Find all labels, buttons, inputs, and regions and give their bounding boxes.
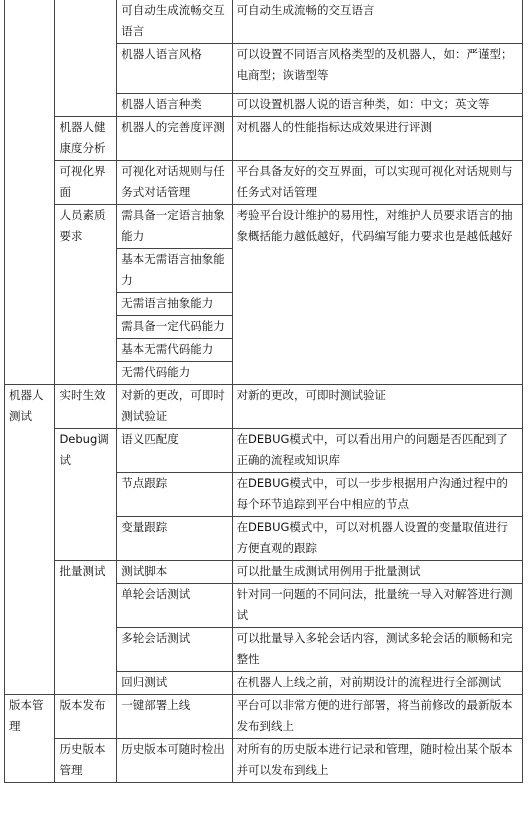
- feature-cell: 机器人语言风格: [117, 44, 232, 94]
- table-row: [5, 429, 523, 473]
- description-cell: 针对同一问题的不同问法，批量统一导入对解答进行测试: [232, 584, 522, 628]
- description-cell: 可以设置不同语言风格类型的及机器人，如：严谨型；电商型；诙谐型等: [232, 44, 522, 94]
- subcategory-cell: 可视化界面: [55, 161, 117, 205]
- description-cell: 平台具备友好的交互界面，可以实现可视化对话规则与任务式对话管理: [232, 161, 522, 205]
- feature-cell: 基本无需代码能力: [117, 339, 232, 362]
- feature-cell: 测试脚本: [117, 561, 232, 584]
- feature-cell: 多轮会话测试: [117, 628, 232, 672]
- description-cell: 在DEBUG模式中，可以一步步根据用户沟通过程中的每个环节追踪到平台中相应的节点: [232, 473, 522, 517]
- feature-cell: 机器人的完善度评测: [117, 117, 232, 161]
- subcategory-cell: 人员素质要求: [55, 205, 117, 385]
- category-cell: 版本管理: [5, 695, 55, 783]
- feature-cell: 节点跟踪: [117, 473, 232, 517]
- category-cell: [5, 0, 55, 385]
- description-cell: 可以设置机器人说的语言种类，如：中文；英文等: [232, 94, 522, 117]
- subcategory-cell: Debug调试: [55, 429, 117, 561]
- description-cell: 在DEBUG模式中，可以看出用户的问题是否匹配到了正确的流程或知识库: [232, 429, 522, 473]
- feature-cell: 需具备一定代码能力: [117, 316, 232, 339]
- table-row: [5, 117, 523, 161]
- description-cell: 在DEBUG模式中，可以对机器人设置的变量取值进行方便直观的跟踪: [232, 517, 522, 561]
- subcategory-cell: 版本发布: [55, 695, 117, 739]
- description-cell: 平台可以非常方便的进行部署，将当前修改的最新版本发布到线上: [232, 695, 522, 739]
- feature-cell: 对新的更改，可即时测试验证: [117, 385, 232, 429]
- table-row: [5, 695, 523, 739]
- description-cell: 考验平台设计维护的易用性，对维护人员要求语言的抽象概括能力越低越好，代码编写能力要求也是越低越好: [232, 205, 522, 385]
- table-row: [5, 385, 523, 429]
- description-cell: 可自动生成流畅的交互语言: [232, 0, 522, 44]
- feature-cell: 可视化对话规则与任务式对话管理: [117, 161, 232, 205]
- feature-cell: 需具备一定语言抽象能力: [117, 205, 232, 249]
- feature-cell: 语义匹配度: [117, 429, 232, 473]
- feature-cell: 基本无需语言抽象能力: [117, 249, 232, 293]
- table-row: [5, 739, 523, 783]
- table-row: [5, 561, 523, 584]
- feature-cell: 机器人语言种类: [117, 94, 232, 117]
- description-cell: 对所有的历史版本进行记录和管理，随时检出某个版本并可以发布到线上: [232, 739, 522, 783]
- feature-cell: 变量跟踪: [117, 517, 232, 561]
- subcategory-cell: 机器人健康度分析: [55, 117, 117, 161]
- feature-cell: 回归测试: [117, 672, 232, 695]
- table-row: [5, 161, 523, 205]
- description-cell: 对机器人的性能指标达成效果进行评测: [232, 117, 522, 161]
- subcategory-cell: 历史版本管理: [55, 739, 117, 783]
- description-cell: 在机器人上线之前，对前期设计的流程进行全部测试: [232, 672, 522, 695]
- feature-cell: 无需代码能力: [117, 362, 232, 385]
- feature-table: [4, 0, 523, 783]
- table-row: [5, 205, 523, 249]
- subcategory-cell: [55, 0, 117, 117]
- subcategory-cell: 批量测试: [55, 561, 117, 695]
- feature-cell: 单轮会话测试: [117, 584, 232, 628]
- feature-cell: 可自动生成流畅交互语言: [117, 0, 232, 44]
- subcategory-cell: 实时生效: [55, 385, 117, 429]
- category-cell: 机器人测试: [5, 385, 55, 695]
- feature-cell: 一键部署上线: [117, 695, 232, 739]
- table-row: [5, 0, 523, 44]
- feature-cell: 无需语言抽象能力: [117, 293, 232, 316]
- description-cell: 对新的更改，可即时测试验证: [232, 385, 522, 429]
- description-cell: 可以批量生成测试用例用于批量测试: [232, 561, 522, 584]
- feature-cell: 历史版本可随时检出: [117, 739, 232, 783]
- description-cell: 可以批量导入多轮会话内容，测试多轮会话的顺畅和完整性: [232, 628, 522, 672]
